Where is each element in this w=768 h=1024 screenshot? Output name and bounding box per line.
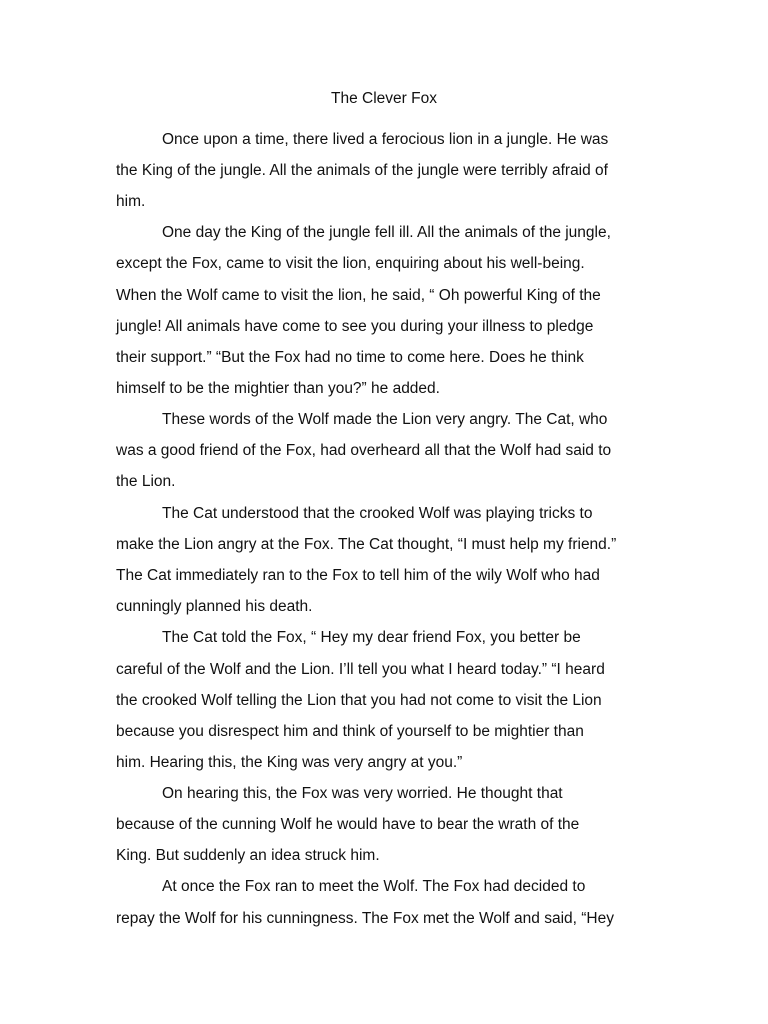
text-line: careful of the Wolf and the Lion. I’ll tell you what I heard today.” “I heard — [116, 661, 605, 678]
text-line: The Cat immediately ran to the Fox to tell him of the wily Wolf who had — [116, 567, 600, 584]
text-line: Once upon a time, there lived a ferocious lion in a jungle. He was — [162, 131, 609, 148]
text-line: At once the Fox ran to meet the Wolf. The Fox had decided to — [162, 878, 586, 895]
text-line: him. Hearing this, the King was very angry at you.” — [116, 754, 463, 771]
text-line: repay the Wolf for his cunningness. The Fox met the Wolf and said, “Hey — [116, 910, 614, 927]
text-line: except the Fox, came to visit the lion, enquiring about his well-being. — [116, 255, 585, 272]
text-line: When the Wolf came to visit the lion, he said, “ Oh powerful King of the — [116, 287, 601, 304]
text-line: was a good friend of the Fox, had overheard all that the Wolf had said to — [116, 442, 612, 459]
text-line: the crooked Wolf telling the Lion that you had not come to visit the Lion — [116, 692, 602, 709]
text-line: make the Lion angry at the Fox. The Cat thought, “I must help my friend.” — [116, 536, 617, 553]
text-line: The Cat told the Fox, “ Hey my dear friend Fox, you better be — [162, 629, 581, 646]
text-line: jungle! All animals have come to see you during your illness to pledge — [116, 318, 594, 335]
text-line: King. But suddenly an idea struck him. — [116, 847, 380, 864]
text-line: These words of the Wolf made the Lion very angry. The Cat, who — [162, 411, 608, 428]
text-line: The Cat understood that the crooked Wolf was playing tricks to — [162, 505, 593, 522]
document-title: The Clever Fox — [331, 90, 437, 107]
text-line: because you disrespect him and think of yourself to be mightier than — [116, 723, 584, 740]
text-line: their support.” “But the Fox had no time to come here. Does he think — [116, 349, 584, 366]
text-line: the Lion. — [116, 473, 176, 490]
text-line: On hearing this, the Fox was very worried. He thought that — [162, 785, 563, 802]
text-line: the King of the jungle. All the animals of the jungle were terribly afraid of — [116, 162, 608, 179]
text-line: because of the cunning Wolf he would have to bear the wrath of the — [116, 816, 580, 833]
text-line: One day the King of the jungle fell ill. All the animals of the jungle, — [162, 224, 611, 241]
text-line: himself to be the mightier than you?” he added. — [116, 380, 440, 397]
text-line: him. — [116, 193, 146, 210]
text-line: cunningly planned his death. — [116, 598, 313, 615]
